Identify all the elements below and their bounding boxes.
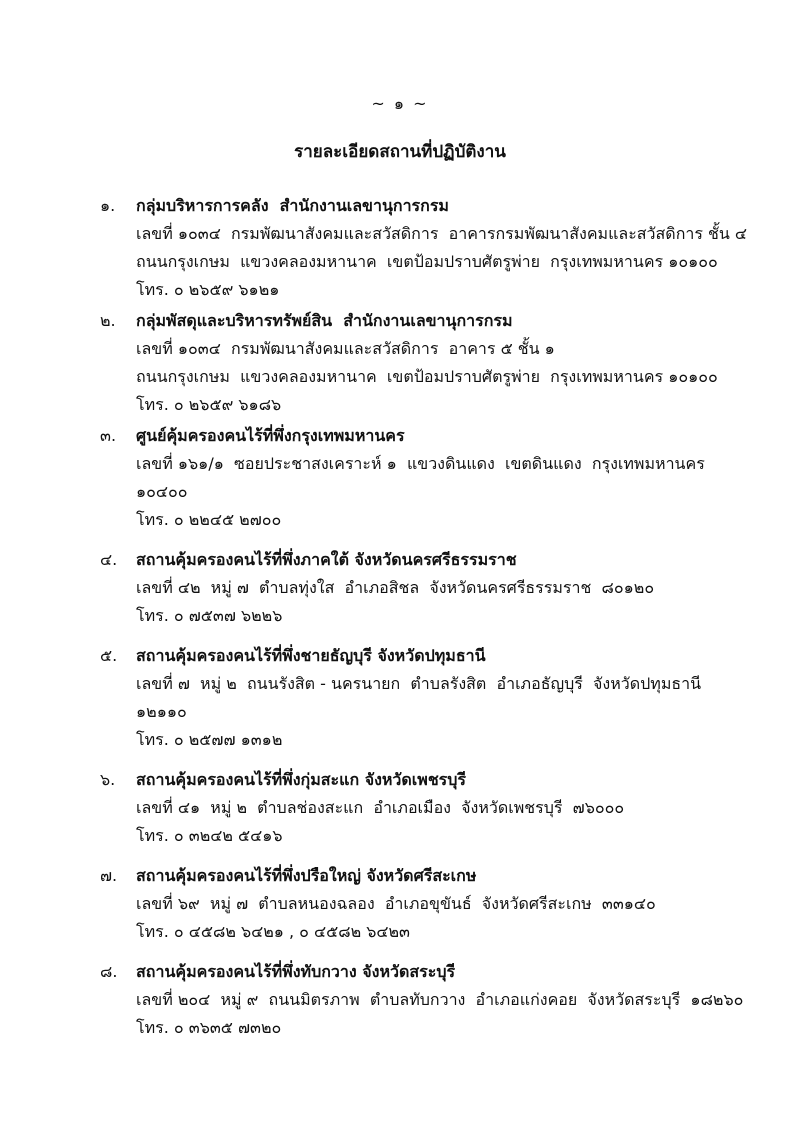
item-body xyxy=(136,192,760,304)
list-item xyxy=(0,862,800,946)
item-address-line: เลขที่ ๗ หมู่ ๒ ถนนรังสิต - นครนายก ตำบลรังสิต อำเภอธัญบุรี จังหวัดปทุมธานี ๑๒๑๑๐ xyxy=(136,674,712,721)
item-phone-line: โทร. ๐ ๓๖๓๕ ๗๓๒๐ xyxy=(136,1018,282,1037)
item-body xyxy=(136,546,760,630)
item-number: ๓. xyxy=(100,426,117,445)
item-address-line: เลขที่ ๔๒ หมู่ ๗ ตำบลทุ่งใส อำเภอสิชล จังหวัดนครศรีธรรมราช ๘๐๑๒๐ xyxy=(136,578,655,597)
item-number: ๔. xyxy=(100,550,118,569)
item-title: สถานคุ้มครองคนไร้ที่พึ่งกุ่มสะแก จังหวัดเพชรบุรี xyxy=(136,770,467,789)
item-number: ๒. xyxy=(100,311,116,330)
item-number: ๗. xyxy=(100,866,118,885)
item-address-line: เลขที่ ๖๙ หมู่ ๗ ตำบลหนองฉลอง อำเภอขุขันธ์ จังหวัดศรีสะเกษ ๓๓๑๔๐ xyxy=(136,894,656,913)
item-number: ๖. xyxy=(100,770,116,789)
list-item xyxy=(0,546,800,630)
item-title: ศูนย์คุ้มครองคนไร้ที่พึ่งกรุงเทพมหานคร xyxy=(136,426,405,445)
item-address-line: เลขที่ ๒๐๔ หมู่ ๙ ถนนมิตรภาพ ตำบลทับกวาง อำเภอแก่งคอย จังหวัดสระบุรี ๑๘๒๖๐ xyxy=(136,990,744,1009)
item-title: สถานคุ้มครองคนไร้ที่พึ่งภาคใต้ จังหวัดนครศรีธรรมราช xyxy=(136,550,517,569)
list-item xyxy=(0,642,800,754)
item-phone-line: โทร. ๐ ๓๒๔๒ ๕๔๑๖ xyxy=(136,826,283,845)
item-phone-line: โทร. ๐ ๔๕๘๒ ๖๔๒๑ , ๐ ๔๕๘๒ ๖๔๒๓ xyxy=(136,922,410,941)
item-body xyxy=(136,642,760,754)
item-phone-line: โทร. ๐ ๒๖๕๙ ๖๑๒๑ xyxy=(136,280,280,299)
item-body xyxy=(136,766,760,850)
item-title: สถานคุ้มครองคนไร้ที่พึ่งปรือใหญ่ จังหวัดศรีสะเกษ xyxy=(136,866,477,885)
item-title: สถานคุ้มครองคนไร้ที่พึ่งชายธัญบุรี จังหวัดปทุมธานี xyxy=(136,646,486,665)
item-address-line: ถนนกรุงเกษม แขวงคลองมหานาค เขตป้อมปราบศัตรูพ่าย กรุงเทพมหานคร ๑๐๑๐๐ xyxy=(136,367,718,386)
list-item xyxy=(0,766,800,850)
item-number: ๘. xyxy=(100,962,118,981)
item-phone-line: โทร. ๐ ๒๖๕๙ ๖๑๘๖ xyxy=(136,395,282,414)
item-body xyxy=(136,862,760,946)
list-item xyxy=(0,307,800,419)
item-body xyxy=(136,958,760,1042)
item-phone-line: โทร. ๐ ๗๕๓๗ ๖๒๒๖ xyxy=(136,606,283,625)
item-title: กลุ่มพัสดุและบริหารทรัพย์สิน สำนักงานเลขานุการกรม xyxy=(136,311,513,330)
item-address-line: เลขที่ ๑๐๓๔ กรมพัฒนาสังคมและสวัสดิการ อาคารกรมพัฒนาสังคมและสวัสดิการ ชั้น ๔ xyxy=(136,224,748,243)
item-phone-line: โทร. ๐ ๒๒๔๕ ๒๗๐๐ xyxy=(136,510,282,529)
item-address-line: ถนนกรุงเกษม แขวงคลองมหานาค เขตป้อมปราบศัตรูพ่าย กรุงเทพมหานคร ๑๐๑๐๐ xyxy=(136,252,718,271)
item-address-line: เลขที่ ๔๑ หมู่ ๒ ตำบลช่องสะแก อำเภอเมือง จังหวัดเพชรบุรี ๗๖๐๐๐ xyxy=(136,798,625,817)
item-number: ๑. xyxy=(100,196,116,215)
page-title: รายละเอียดสถานที่ปฏิบัติงาน xyxy=(294,142,506,162)
item-body xyxy=(136,307,760,419)
item-title: สถานคุ้มครองคนไร้ที่พึ่งทับกวาง จังหวัดสระบุรี xyxy=(136,962,456,981)
item-address-line: เลขที่ ๑๐๓๔ กรมพัฒนาสังคมและสวัสดิการ อาคาร ๕ ชั้น ๑ xyxy=(136,339,555,358)
location-list xyxy=(0,192,800,1042)
list-item xyxy=(0,192,800,304)
item-number: ๕. xyxy=(100,646,118,665)
item-title: กลุ่มบริหารการคลัง สำนักงานเลขานุการกรม xyxy=(136,196,449,215)
list-item xyxy=(0,958,800,1042)
list-item xyxy=(0,422,800,534)
item-body xyxy=(136,422,760,534)
item-phone-line: โทร. ๐ ๒๕๗๗ ๑๓๑๒ xyxy=(136,730,283,749)
page-number: ~ ๑ ~ xyxy=(371,94,429,113)
item-address-line: เลขที่ ๑๖๑/๑ ซอยประชาสงเคราะห์ ๑ แขวงดินแดง เขตดินแดง กรุงเทพมหานคร ๑๐๔๐๐ xyxy=(136,454,715,501)
